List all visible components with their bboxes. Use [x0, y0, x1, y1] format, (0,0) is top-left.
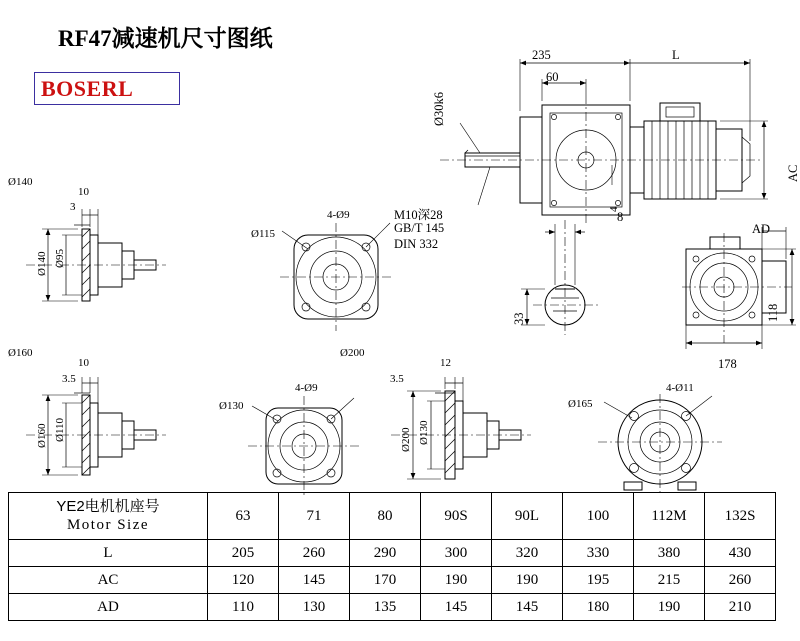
- table-cell-AC-6: 215: [634, 567, 705, 594]
- dim-178: 178: [718, 357, 737, 371]
- keyway-note-1: M10深28: [394, 208, 443, 222]
- dia-4-9-bolt-2: 4-Ø9: [295, 382, 318, 394]
- keyway-note-2: GB/T 145: [394, 221, 445, 235]
- dim-160-b: 3.5: [62, 373, 76, 385]
- flange-115-front-view: [272, 215, 402, 335]
- table-cell-AC-0: 120: [208, 567, 279, 594]
- table-cell-AC-5: 195: [563, 567, 634, 594]
- table-header-cn: YE2电机机座号: [56, 498, 160, 515]
- table-cell-L-5: 330: [563, 540, 634, 567]
- table-cell-L-7: 430: [705, 540, 776, 567]
- dim-AD: AD: [752, 222, 771, 236]
- motor-size-table: [8, 492, 776, 621]
- table-cell-AC-4: 190: [492, 567, 563, 594]
- table-header-en: Motor Size: [66, 517, 150, 533]
- table-header-row: [9, 493, 776, 540]
- table-row: [9, 540, 776, 567]
- dim-200-a: 12: [440, 357, 451, 369]
- table-cell-AC-2: 170: [350, 567, 421, 594]
- table-cell-L-2: 290: [350, 540, 421, 567]
- dim-160-a: 10: [78, 357, 89, 369]
- table-cell-AD-4: 145: [492, 594, 563, 621]
- table-col-2: 80: [350, 493, 421, 540]
- table-row-label-AC: AC: [9, 567, 208, 594]
- dia-160-inner: Ø160: [36, 423, 48, 448]
- table-row-label-AD: AD: [9, 594, 208, 621]
- table-row: [9, 567, 776, 594]
- dia-160-outer: Ø160: [8, 347, 33, 359]
- dia-4-9-bolt: 4-Ø9: [327, 209, 350, 221]
- table-cell-AD-5: 180: [563, 594, 634, 621]
- table-cell-AD-1: 130: [279, 594, 350, 621]
- table-col-4: 90L: [492, 493, 563, 540]
- keyway-note-3: DIN 332: [394, 237, 439, 251]
- logo-text: BOSERL: [41, 76, 134, 101]
- dia-140-inner: Ø140: [36, 251, 48, 276]
- dim-33: 33: [512, 312, 526, 325]
- dia-95-pcd: Ø95: [54, 249, 66, 268]
- table-cell-L-3: 300: [421, 540, 492, 567]
- table-row: [9, 594, 776, 621]
- dim-140-a: 10: [78, 186, 89, 198]
- table-cell-L-4: 320: [492, 540, 563, 567]
- dim-4: 4: [608, 206, 620, 212]
- table-cell-AD-3: 145: [421, 594, 492, 621]
- dim-L: L: [672, 48, 680, 62]
- dia-110-pcd: Ø110: [54, 417, 66, 442]
- table-col-5: 100: [563, 493, 634, 540]
- dia-130-pcd: Ø130: [219, 400, 244, 412]
- flange-130-front-view: [240, 390, 370, 500]
- table-cell-AD-6: 190: [634, 594, 705, 621]
- table-header-label: [9, 493, 208, 540]
- logo: [34, 72, 180, 105]
- dim-118: 118: [766, 303, 780, 322]
- dia-200-inner: Ø200: [400, 427, 412, 452]
- dim-AC: AC: [786, 164, 800, 182]
- dia-130-pcd-2: Ø130: [418, 420, 430, 445]
- motor-end-view: [672, 225, 800, 355]
- table-cell-L-0: 205: [208, 540, 279, 567]
- dim-235: 235: [532, 48, 551, 62]
- table-col-6: 112M: [634, 493, 705, 540]
- table-cell-AC-1: 145: [279, 567, 350, 594]
- table-row-label-L: L: [9, 540, 208, 567]
- dim-60: 60: [546, 70, 559, 84]
- table-col-3: 90S: [421, 493, 492, 540]
- table-cell-AD-2: 135: [350, 594, 421, 621]
- dia-200-outer: Ø200: [340, 347, 365, 359]
- table-col-7: 132S: [705, 493, 776, 540]
- table-cell-AD-7: 210: [705, 594, 776, 621]
- table-cell-L-1: 260: [279, 540, 350, 567]
- dim-8: 8: [617, 210, 624, 224]
- flange-165-front-view: [590, 390, 730, 500]
- page-title: RF47减速机尺寸图纸: [58, 26, 273, 51]
- table-cell-AC-7: 260: [705, 567, 776, 594]
- table-cell-AC-3: 190: [421, 567, 492, 594]
- table-cell-AD-0: 110: [208, 594, 279, 621]
- dim-200-b: 3.5: [390, 373, 404, 385]
- dim-shaft-dia: Ø30k6: [432, 91, 446, 126]
- dim-140-b: 3: [70, 201, 76, 213]
- table-col-0: 63: [208, 493, 279, 540]
- dia-115-pcd: Ø115: [251, 228, 276, 240]
- dia-4-11-bolt: 4-Ø11: [666, 382, 694, 394]
- table-cell-L-6: 380: [634, 540, 705, 567]
- dia-165-pcd: Ø165: [568, 398, 593, 410]
- dia-140-outer: Ø140: [8, 176, 33, 188]
- table-col-1: 71: [279, 493, 350, 540]
